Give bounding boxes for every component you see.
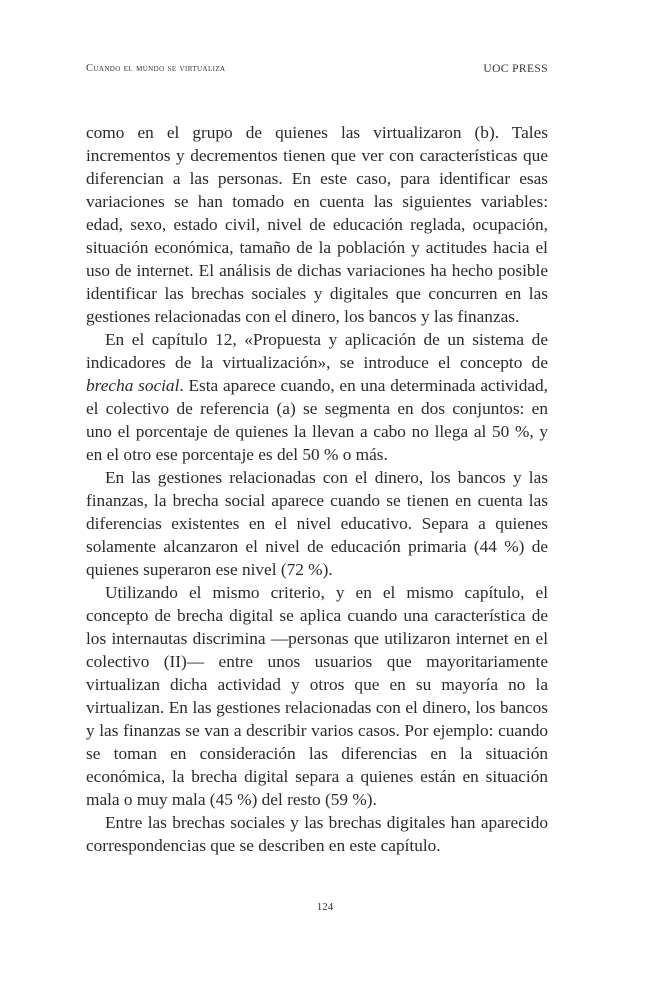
book-title: Cuando el mundo se virtualiza — [86, 63, 226, 74]
page-number: 124 — [316, 901, 334, 913]
publisher-name: UOC PRESS — [483, 63, 548, 75]
body-text — [86, 121, 548, 857]
paragraph-2 — [86, 328, 548, 466]
paragraph-3: En las gestiones relacionadas con el dinero, los bancos y las finanzas, la brecha social aparece cuando se tienen en cuenta las diferencias existentes en el nivel educativo. Separa a quienes solamente alcanzaron el nivel de educación primaria (44 %) de quienes superaron ese nivel (72 %). — [86, 468, 548, 579]
paragraph-4: Utilizando el mismo criterio, y en el mismo capítulo, el concepto de brecha digital se aplica cuando una característica de los internautas discrimina —personas que utilizaron internet en el colectivo (II)— entre unos usuarios que mayoritariamente virtualizan dicha actividad y otros que en su mayoría no la virtualizan. En las gestiones relacionadas con el dinero, los bancos y las finanzas se van a describir varios casos. Por ejemplo: cuando se toman en consideración las diferencias en la situación económica, la brecha digital separa a quienes están en situación mala o muy mala (45 %) del resto (59 %). — [86, 583, 548, 809]
brecha-social-term: brecha social — [86, 376, 180, 395]
running-head — [86, 63, 548, 79]
paragraph-5: Entre las brechas sociales y las brechas digitales han aparecido correspondencias que se describen en este capítulo. — [86, 813, 548, 855]
paragraph-2-text-end: . Esta aparece cuando, en una determinada actividad, el colectivo de referencia (a) se segmenta en dos conjuntos: en uno el porcentaje de quienes la llevan a cabo no llega al 50 %, y en el otro ese porcentaje es del 50 % o más. — [86, 376, 549, 464]
paragraph-2-text-start: En el capítulo 12, «Propuesta y aplicación de un sistema de indicadores de la virtualización», se introduce el concepto de — [86, 330, 548, 372]
paragraph-1: como en el grupo de quienes las virtualizaron (b). Tales incrementos y decrementos tienen que ver con características que diferencian a las personas. En este caso, para identificar esas variaciones se han tomado en cuenta las siguientes variables: edad, sexo, estado civil, nivel de educación reglada, ocupación, situación económica, tamaño de la población y actitudes hacia el uso de internet. El análisis de dichas variaciones ha hecho posible identificar las brechas sociales y digitales que concurren en las gestiones relacionadas con el dinero, los bancos y las finanzas. — [86, 123, 548, 326]
